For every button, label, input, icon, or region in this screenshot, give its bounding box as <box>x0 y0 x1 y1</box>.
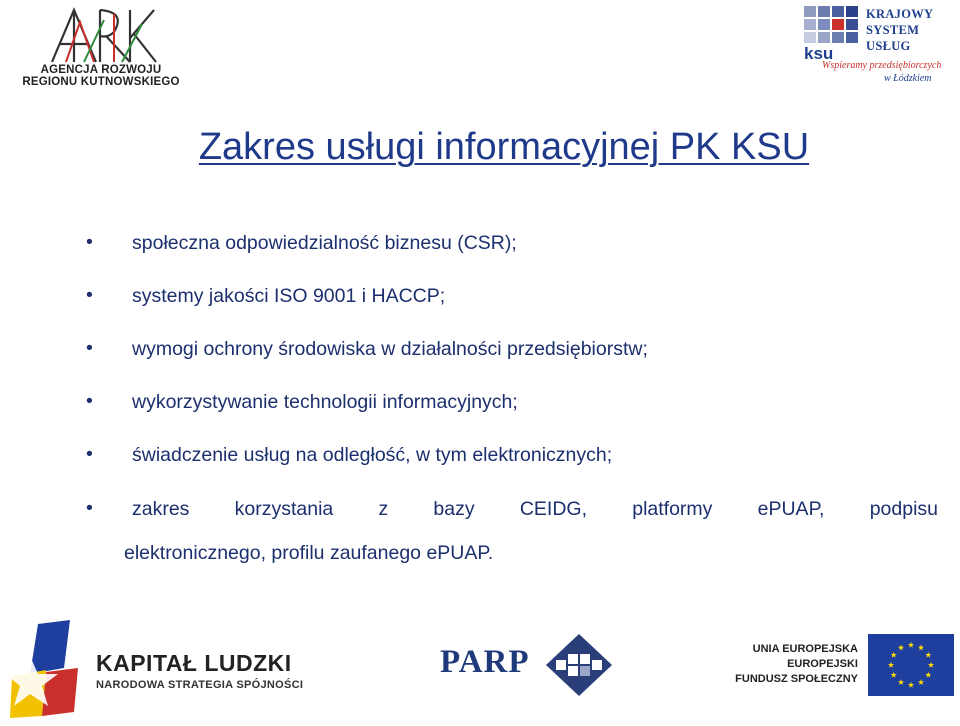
bullet-word: ePUAP, <box>757 498 825 520</box>
eu-line3: FUNDUSZ SPOŁECZNY <box>735 673 858 685</box>
bullet-item <box>86 285 938 338</box>
bullet-text: wykorzystywanie technologii informacyjnych; <box>132 391 518 413</box>
eu-line2: EUROPEJSKI <box>787 658 858 670</box>
bullet-word: platformy <box>632 498 713 520</box>
parp-text: PARP <box>440 644 530 680</box>
slide-title: Zakres usługi informacyjnej PK KSU <box>198 126 810 168</box>
bullet-dot-icon: • <box>86 231 93 253</box>
kapital-ludzki-emblem-icon <box>8 616 88 720</box>
bullet-word: korzystania <box>234 498 334 520</box>
ksu-logo <box>800 4 958 90</box>
parp-diamond-icon <box>544 632 614 698</box>
bullet-item <box>86 232 938 285</box>
kapital-ludzki-logo <box>8 616 318 720</box>
kapital-ludzki-title: KAPITAŁ LUDZKI <box>96 650 292 676</box>
eu-logo <box>728 630 958 700</box>
bullet-dot-icon: • <box>86 337 93 359</box>
bullet-item <box>86 338 938 391</box>
arrku-mark-icon <box>14 4 188 66</box>
bullet-dot-icon: • <box>86 284 93 306</box>
bullet-dot-icon: • <box>86 390 93 412</box>
arrku-line1: AGENCJA ROZWOJU <box>40 64 162 76</box>
arrku-logo <box>14 4 188 88</box>
ksu-slogan: Wspieramy przedsiębiorczych <box>822 60 942 71</box>
bullet-item <box>86 497 938 565</box>
bullet-dot-icon: • <box>86 497 93 519</box>
eu-flag-icon <box>868 634 954 696</box>
ksu-squares-icon <box>804 6 862 44</box>
eu-line1: UNIA EUROPEJSKA <box>752 643 858 655</box>
ksu-abbr: ksu <box>804 44 834 63</box>
bullet-word: CEIDG, <box>519 498 588 520</box>
kapital-ludzki-subtitle: NARODOWA STRATEGIA SPÓJNOŚCI <box>96 679 304 691</box>
parp-logo <box>440 630 620 700</box>
bullet-item <box>86 391 938 444</box>
ksu-line1: KRAJOWY <box>866 7 934 21</box>
bullet-text: wymogi ochrony środowiska w działalności przedsiębiorstw; <box>132 338 648 360</box>
bullet-list <box>86 232 938 565</box>
ksu-line2: SYSTEM <box>866 23 920 37</box>
arrku-line2: REGIONU KUTNOWSKIEGO <box>22 76 180 88</box>
ksu-slogan-region: w Łódzkiem <box>884 73 932 84</box>
bullet-item <box>86 444 938 497</box>
bullet-text: systemy jakości ISO 9001 i HACCP; <box>132 285 446 307</box>
bullet-word: zakres <box>132 498 190 520</box>
ksu-line3: USŁUG <box>866 39 911 53</box>
bullet-word: bazy <box>433 498 475 520</box>
bullet-dot-icon: • <box>86 443 93 465</box>
bullet-justified-line <box>132 497 938 521</box>
bullet-word: podpisu <box>869 498 938 520</box>
bullet-text: społeczna odpowiedzialność biznesu (CSR); <box>132 232 517 254</box>
bullet-text: świadczenie usług na odległość, w tym elektronicznych; <box>132 444 613 466</box>
bullet-word: z <box>378 498 389 520</box>
bullet-continuation: elektronicznego, profilu zaufanego ePUAP. <box>124 542 494 564</box>
